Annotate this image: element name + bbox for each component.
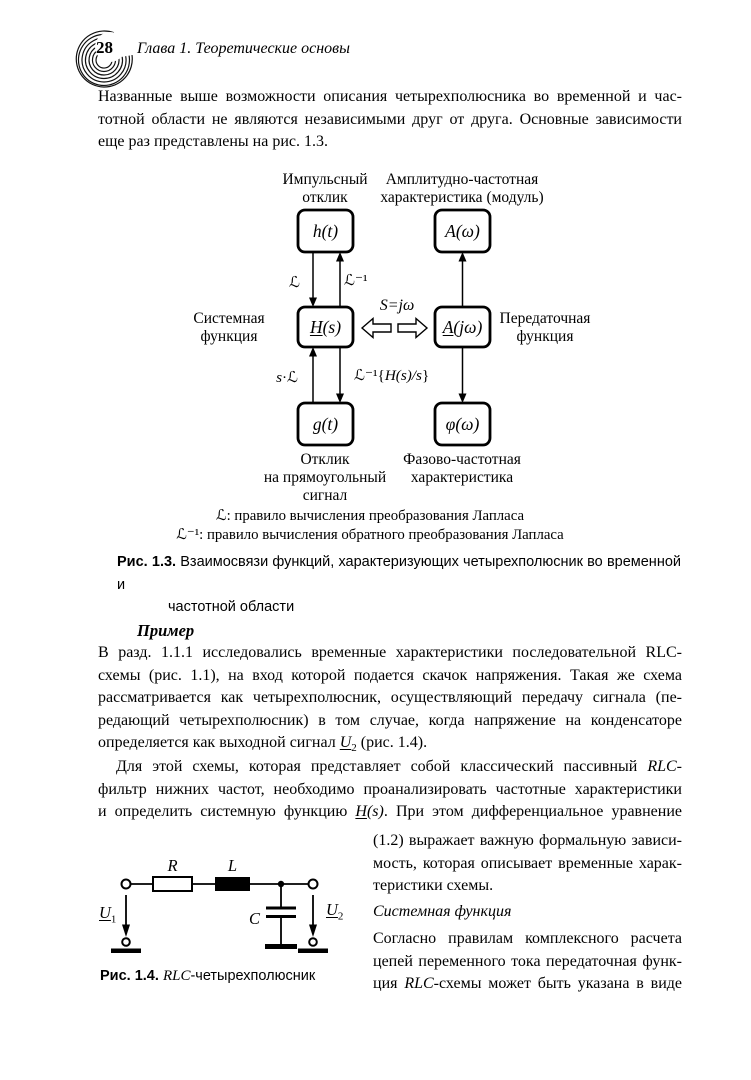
text-line: редающий четырехполюсник) в том случае, когда напряжение на конденсаторе [98,711,682,729]
caption-number: Рис. 1.4. [100,968,159,984]
u1-voltage-label: $U_1$ [99,903,117,926]
text-line: мость, которая описывает временные харак- [373,854,682,872]
formula-Hs: H [355,803,367,821]
inductor-label: L [227,856,238,875]
formula-A-arg: (jω) [453,316,483,337]
label-amplitude-response: Амплитудно-частотная характеристика (модуль) [380,171,544,206]
node-dot [278,881,284,887]
figure-1-3-caption: Рис. 1.3. Взаимосвязи функций, характеризующих четырехполюсник во временной и частотной области [117,554,681,615]
label-inverse-laplace-hs: ℒ⁻¹{H(s)/s} [354,367,430,384]
box-transfer-function [435,307,490,347]
u2-voltage-label: $U_2$ [326,900,344,923]
capacitor-label: C [248,909,260,928]
box-phase-response: φ(ω) [445,413,480,434]
label-inverse-laplace: ℒ⁻¹ [344,272,368,289]
formula-H-arg: (s) [322,316,342,337]
label-s-laplace: s·ℒ [276,369,298,386]
text-line: определяется как выходной сигнал $U_2$ (рис. 1.4). [98,734,428,755]
box-system-function [298,307,353,347]
text-line: ция RLC-схемы может быть указана в виде [373,975,683,993]
resistor-symbol [153,877,192,891]
figure-1-3-diagram [176,170,600,550]
output-terminal [309,880,318,889]
example-heading: Пример [137,621,195,640]
equivalence-arrows-icon [362,319,427,338]
label-transfer-function: Передаточная функция [499,310,591,345]
text-line: еще раз представлены на рис. 1.3. [98,133,328,151]
inductor-symbol [215,877,250,891]
label-phase-response: Фазово-частотная характеристика [403,451,521,486]
system-function-subheading: Системная функция [373,903,512,920]
page-number: 28 [96,38,113,57]
text-line: Согласно правилам комплексного расчета [373,930,682,947]
text-line: цепей переменного тока передаточная функ- [373,952,682,970]
right-column-block-2 [373,928,682,996]
u2-arrowhead [309,925,317,938]
formula-U2: U [339,734,352,752]
chapter-spiral-icon [72,26,138,92]
page-header [0,0,751,70]
caption-number: Рис. 1.3. [117,554,177,570]
text-line: Для этой схемы, которая представляет собой классический пассивный RLC- [116,758,682,775]
label-s-equals-jw: S=jω [379,297,415,314]
analysis-paragraph [98,756,682,824]
box-step-response: g(t) [312,413,339,434]
example-paragraph [98,642,682,755]
right-column-block-1 [373,830,682,898]
capacitor-plates [266,908,296,917]
label-step-response: Отклик на прямоугольный сигнал [263,451,387,504]
label-system-function: Системная функция [193,310,265,345]
label-laplace: ℒ [289,274,300,291]
figure-1-4-circuit-diagram [95,853,365,965]
text-line: (1.2) выражает важную формальную зависи- [373,832,682,849]
label-impulse-response: Импульсный отклик [282,171,368,206]
diagram-footnote-laplace: ℒ: правило вычисления преобразования Лапласа [215,508,525,524]
formula-H: H [309,316,323,337]
diagram-footnote-inverse-laplace: ℒ⁻¹: правило вычисления обратного преобразования Лапласа [176,527,564,543]
formula-A: A [442,316,454,337]
box-amplitude-response: A(ω) [445,220,480,241]
intro-paragraph [98,86,682,154]
text-line: фильтр нижних частот, необходимо проанализировать частотные характеристики [98,780,682,798]
u1-arrowhead [122,925,130,938]
text-line: рассматривается как четырехполюсник, осуществляющий передачу сигнала (пе- [98,689,682,707]
text-line: Названные выше возможности описания четырехполюсника во временной и час- [98,88,682,105]
text-line: В разд. 1.1.1 исследовались временные характеристики последовательной RLC- [98,644,682,661]
box-impulse-response: h(t) [312,220,339,241]
input-terminal [122,880,131,889]
resistor-label: R [167,856,178,875]
text-line: тотной области не являются независимыми друг от друга. Основные зависимости [98,110,682,128]
figure-1-4-caption: Рис. 1.4. RLC-четырехполюсник [100,968,316,984]
text-line: и определить системную функцию H(s). При этом дифференциальное уравнение [98,803,682,821]
text-line: схемы (рис. 1.1), на вход которой подается скачок напряжения. Такая же схема [98,666,682,684]
text-line: теристики схемы. [373,877,494,895]
ground-symbols [111,938,328,953]
chapter-title: Глава 1. Теоретические основы [137,40,350,57]
